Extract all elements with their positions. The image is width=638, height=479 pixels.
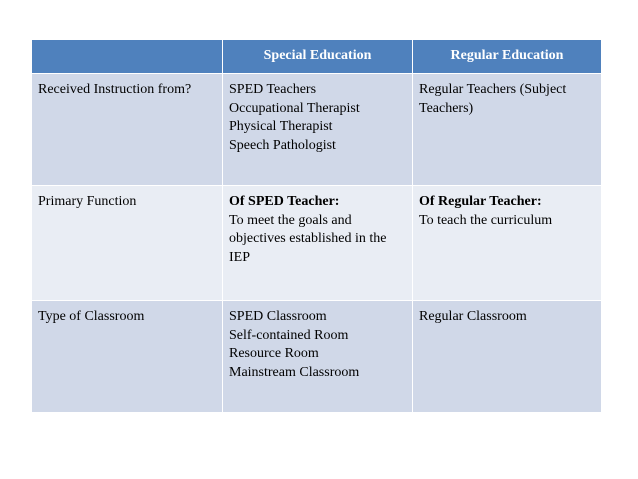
row-label: Primary Function [32, 186, 223, 301]
row-label: Received Instruction from? [32, 74, 223, 186]
table-row [32, 186, 602, 301]
cell-text: Regular Classroom [419, 309, 527, 324]
cell-line: Physical Therapist [229, 119, 333, 134]
cell-line: Mainstream Classroom [229, 364, 360, 380]
cell-line: Resource Room [229, 346, 319, 361]
comparison-table [31, 39, 602, 413]
cell-text: To teach the curriculum [419, 212, 553, 228]
table-row [32, 301, 602, 413]
row-label: Type of Classroom [32, 301, 223, 413]
cell-heading: Of Regular Teacher: [419, 194, 542, 209]
cell-text: Regular Teachers (Subject Teachers) [419, 82, 567, 116]
regular-cell [413, 186, 602, 301]
cell-line: Occupational Therapist [229, 100, 360, 116]
table-row [32, 74, 602, 186]
header-regular-education: Regular Education [413, 40, 602, 74]
cell-line: SPED Teachers [229, 82, 317, 97]
cell-line: Speech Pathologist [229, 137, 336, 153]
cell-heading: Of SPED Teacher: [229, 194, 340, 209]
header-special-education: Special Education [223, 40, 413, 74]
cell-line: SPED Classroom [229, 309, 327, 324]
header-row [32, 40, 602, 74]
special-cell [223, 186, 413, 301]
regular-cell [413, 74, 602, 186]
regular-cell [413, 301, 602, 413]
header-corner-cell [32, 40, 223, 74]
special-cell [223, 301, 413, 413]
cell-text: To meet the goals and objectives established in the IEP [229, 212, 387, 265]
cell-line: Self-contained Room [229, 327, 349, 343]
special-cell [223, 74, 413, 186]
